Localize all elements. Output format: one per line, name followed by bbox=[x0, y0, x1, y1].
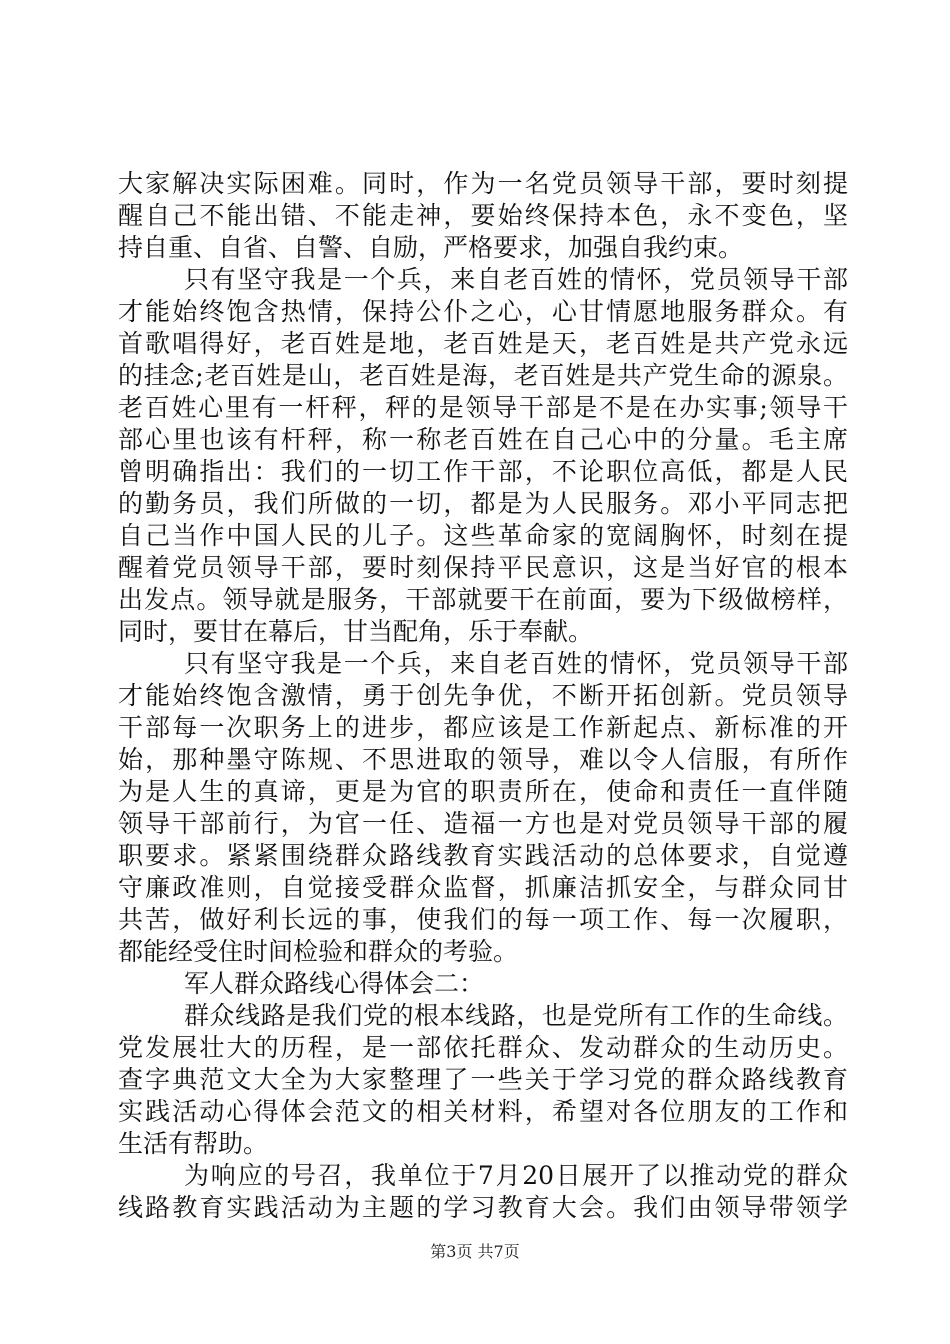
text-line: 都能经受住时间检验和群众的考验。 bbox=[118, 937, 519, 966]
text-line: 生活有帮助。 bbox=[118, 1129, 269, 1158]
text-line: 首歌唱得好，老百姓是地，老百姓是天，老百姓是共产党永远 bbox=[118, 329, 848, 358]
text-line: 的勤务员，我们所做的一切，都是为人民服务。邓小平同志把 bbox=[118, 489, 848, 518]
text-line: 曾明确指出：我们的一切工作干部，不论职位高低，都是人民 bbox=[118, 457, 848, 486]
text-line: 只有坚守我是一个兵，来自老百姓的情怀，党员领导干部 bbox=[184, 265, 848, 294]
text-line: 为响应的号召，我单位于7月20日展开了以推动党的群众 bbox=[184, 1161, 848, 1190]
page-footer: 第3页 共7页 bbox=[430, 1242, 520, 1261]
text-line: 查字典范文大全为大家整理了一些关于学习党的群众路线教育 bbox=[118, 1065, 848, 1094]
text-line: 共苦，做好利长远的事，使我们的每一项工作、每一次履职， bbox=[118, 905, 848, 934]
text-line: 线路教育实践活动为主题的学习教育大会。我们由领导带领学 bbox=[118, 1193, 848, 1222]
text-line: 党发展壮大的历程，是一部依托群众、发动群众的生动历史。 bbox=[118, 1033, 848, 1062]
text-line: 醒着党员领导干部，要时刻保持平民意识，这是当好官的根本 bbox=[118, 553, 848, 582]
text-line: 老百姓心里有一杆秤，秤的是领导干部是不是在办实事;领导干 bbox=[118, 393, 848, 422]
text-line: 为是人生的真谛，更是为官的职责所在，使命和责任一直伴随 bbox=[118, 777, 848, 806]
text-line: 才能始终饱含激情，勇于创先争优，不断开拓创新。党员领导 bbox=[118, 681, 848, 710]
text-line: 职要求。紧紧围绕群众路线教育实践活动的总体要求，自觉遵 bbox=[118, 841, 848, 870]
text-line: 干部每一次职务上的进步，都应该是工作新起点、新标准的开 bbox=[118, 713, 848, 742]
text-line: 部心里也该有杆秤，称一称老百姓在自己心中的分量。毛主席 bbox=[118, 425, 848, 454]
text-line: 只有坚守我是一个兵，来自老百姓的情怀，党员领导干部 bbox=[184, 649, 848, 678]
text-line: 大家解决实际困难。同时，作为一名党员领导干部，要时刻提 bbox=[118, 169, 848, 198]
text-line: 群众线路是我们党的根本线路，也是党所有工作的生命线。 bbox=[184, 1001, 848, 1030]
text-line: 的挂念;老百姓是山，老百姓是海，老百姓是共产党生命的源泉。 bbox=[118, 361, 848, 390]
text-line: 领导干部前行，为官一任、造福一方也是对党员领导干部的履 bbox=[118, 809, 848, 838]
text-line: 自己当作中国人民的儿子。这些革命家的宽阔胸怀，时刻在提 bbox=[118, 521, 848, 550]
text-line: 同时，要甘在幕后，甘当配角，乐于奉献。 bbox=[118, 617, 594, 646]
text-line: 才能始终饱含热情，保持公仆之心，心甘情愿地服务群众。有 bbox=[118, 297, 848, 326]
text-line: 实践活动心得体会范文的相关材料，希望对各位朋友的工作和 bbox=[118, 1097, 848, 1126]
text-line: 守廉政准则，自觉接受群众监督，抓廉洁抓安全，与群众同甘 bbox=[118, 873, 848, 902]
text-line: 持自重、自省、自警、自励，严格要求，加强自我约束。 bbox=[118, 233, 744, 262]
text-line: 出发点。领导就是服务，干部就要干在前面，要为下级做榜样， bbox=[118, 585, 848, 614]
text-line: 醒自己不能出错、不能走神，要始终保持本色，永不变色，坚 bbox=[118, 201, 848, 230]
text-line: 军人群众路线心得体会二： bbox=[184, 969, 485, 998]
text-line: 始，那种墨守陈规、不思进取的领导，难以令人信服，有所作 bbox=[118, 745, 848, 774]
body-text bbox=[118, 168, 848, 1224]
